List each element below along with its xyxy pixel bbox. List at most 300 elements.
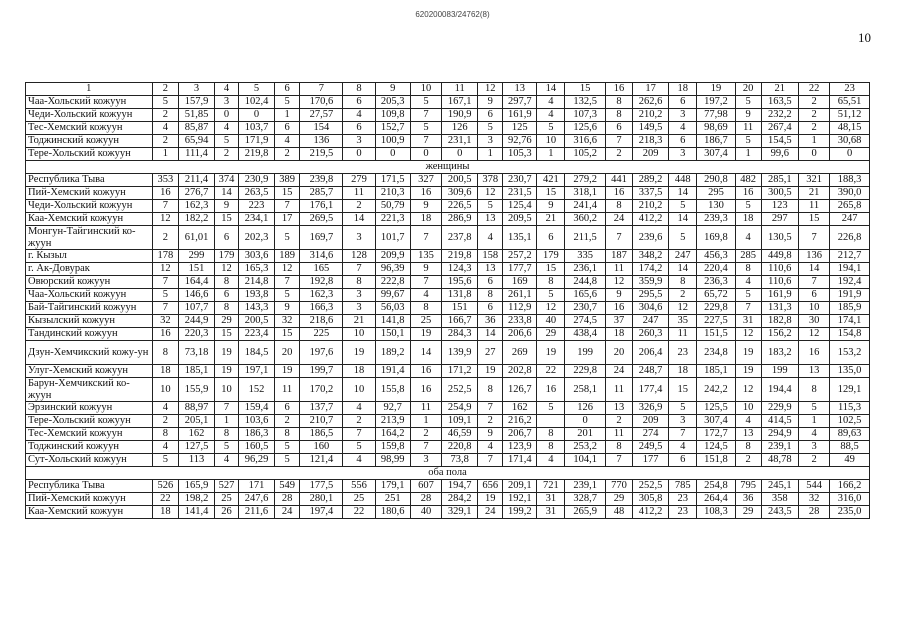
value-cell: 192,8 — [300, 276, 343, 289]
value-cell: 358 — [761, 493, 799, 506]
value-cell: 194,1 — [830, 263, 870, 276]
value-cell: 96,29 — [239, 454, 274, 467]
value-cell: 192,4 — [830, 276, 870, 289]
value-cell: 6 — [274, 402, 300, 415]
value-cell: 10 — [799, 302, 830, 315]
value-cell: 126 — [442, 122, 478, 135]
value-cell: 235,0 — [830, 506, 870, 519]
value-cell: 12 — [537, 302, 565, 315]
value-cell: 7 — [799, 226, 830, 250]
value-cell: 216,2 — [503, 415, 537, 428]
value-cell: 247,6 — [239, 493, 274, 506]
value-cell: 2 — [274, 415, 300, 428]
value-cell: 89,63 — [830, 428, 870, 441]
value-cell: 130 — [697, 200, 736, 213]
value-cell: 214,8 — [239, 276, 274, 289]
value-cell: 98,99 — [375, 454, 410, 467]
value-cell: 236,3 — [697, 276, 736, 289]
value-cell: 24 — [606, 213, 633, 226]
value-cell: 32 — [152, 315, 179, 328]
value-cell: 101,7 — [375, 226, 410, 250]
value-cell: 126 — [565, 402, 606, 415]
region-name-cell: Чеди-Хольский кожуун — [26, 200, 153, 213]
value-cell: 21 — [537, 213, 565, 226]
region-name-cell: Тере-Хольский кожуун — [26, 148, 153, 161]
value-cell: 230,7 — [503, 174, 537, 187]
value-cell: 5 — [799, 402, 830, 415]
value-cell: 12 — [799, 328, 830, 341]
value-cell: 18 — [669, 365, 697, 378]
value-cell: 8 — [606, 96, 633, 109]
value-cell: 300,5 — [761, 187, 799, 200]
value-cell: 15 — [669, 378, 697, 402]
value-cell: 107,3 — [565, 109, 606, 122]
value-cell: 16 — [152, 328, 179, 341]
value-cell: 5 — [274, 226, 300, 250]
value-cell: 102,4 — [239, 96, 274, 109]
value-cell: 8 — [478, 378, 503, 402]
value-cell: 337,5 — [632, 187, 668, 200]
value-cell: 11 — [669, 328, 697, 341]
value-cell: 295 — [697, 187, 736, 200]
value-cell: 105,3 — [503, 148, 537, 161]
value-cell: 210,7 — [300, 415, 343, 428]
value-cell: 5 — [735, 96, 761, 109]
value-cell: 8 — [274, 428, 300, 441]
value-cell: 6 — [274, 122, 300, 135]
value-cell: 24 — [478, 506, 503, 519]
value-cell: 4 — [478, 441, 503, 454]
value-cell: 218,3 — [632, 135, 668, 148]
value-cell: 149,5 — [632, 122, 668, 135]
value-cell: 247 — [830, 213, 870, 226]
value-cell: 3 — [669, 148, 697, 161]
value-cell: 233,8 — [503, 315, 537, 328]
value-cell: 129,1 — [830, 378, 870, 402]
value-cell: 7 — [799, 276, 830, 289]
value-cell: 85,87 — [179, 122, 214, 135]
value-cell: 6 — [537, 226, 565, 250]
value-cell: 225 — [300, 328, 343, 341]
value-cell: 197,2 — [697, 96, 736, 109]
value-cell: 156,2 — [761, 328, 799, 341]
value-cell: 165 — [300, 263, 343, 276]
region-name-cell: Пий-Хемский кожуун — [26, 493, 153, 506]
table-row — [26, 96, 870, 109]
value-cell: 6 — [669, 96, 697, 109]
value-cell: 171 — [239, 480, 274, 493]
value-cell: 11 — [606, 378, 633, 402]
value-cell: 8 — [606, 109, 633, 122]
value-cell: 178 — [152, 250, 179, 263]
value-cell: 299 — [179, 250, 214, 263]
region-name-cell: Тандинский кожуун — [26, 328, 153, 341]
value-cell: 5 — [274, 289, 300, 302]
page-number: 10 — [858, 30, 871, 45]
value-cell: 1 — [537, 148, 565, 161]
value-cell: 4 — [343, 109, 375, 122]
value-cell: 12 — [735, 328, 761, 341]
value-cell: 7 — [152, 302, 179, 315]
value-cell: 3 — [478, 135, 503, 148]
value-cell: 1 — [274, 109, 300, 122]
value-cell: 285,1 — [761, 174, 799, 187]
value-cell: 328,7 — [565, 493, 606, 506]
value-cell: 154,5 — [761, 135, 799, 148]
value-cell: 414,5 — [761, 415, 799, 428]
value-cell: 31 — [537, 493, 565, 506]
value-cell: 109,1 — [442, 415, 478, 428]
value-cell: 15 — [274, 328, 300, 341]
value-cell: 166,3 — [300, 302, 343, 315]
value-cell: 11 — [735, 122, 761, 135]
value-cell: 359,9 — [632, 276, 668, 289]
value-cell: 37 — [606, 315, 633, 328]
value-cell: 7 — [669, 428, 697, 441]
value-cell: 179 — [537, 250, 565, 263]
value-cell: 166,2 — [830, 480, 870, 493]
value-cell: 279 — [343, 174, 375, 187]
column-header: 19 — [697, 83, 736, 96]
value-cell: 254,8 — [697, 480, 736, 493]
value-cell: 2 — [343, 415, 375, 428]
value-cell: 229,8 — [565, 365, 606, 378]
value-cell: 12 — [735, 378, 761, 402]
value-cell: 242,2 — [697, 378, 736, 402]
table-row — [26, 109, 870, 122]
value-cell: 251 — [375, 493, 410, 506]
value-cell: 174,1 — [830, 315, 870, 328]
section-label: женщины — [26, 161, 870, 174]
value-cell: 15 — [214, 213, 239, 226]
value-cell: 8 — [799, 378, 830, 402]
value-cell: 154,8 — [830, 328, 870, 341]
region-name-cell: Барун-Хемчикский ко-жуун — [26, 378, 153, 402]
value-cell: 191,9 — [830, 289, 870, 302]
value-cell: 4 — [669, 441, 697, 454]
region-name-cell: Кызылский кожуун — [26, 315, 153, 328]
value-cell: 265,9 — [565, 506, 606, 519]
value-cell: 111,4 — [179, 148, 214, 161]
value-cell: 239,8 — [300, 174, 343, 187]
value-cell: 3 — [214, 96, 239, 109]
value-cell: 31 — [537, 506, 565, 519]
value-cell: 279,2 — [565, 174, 606, 187]
region-name-cell: Тес-Хемский кожуун — [26, 122, 153, 135]
value-cell: 19 — [478, 493, 503, 506]
value-cell: 3 — [343, 289, 375, 302]
value-cell: 8 — [537, 441, 565, 454]
value-cell: 0 — [214, 109, 239, 122]
value-cell: 4 — [214, 454, 239, 467]
value-cell: 200,5 — [239, 315, 274, 328]
value-cell: 8 — [214, 428, 239, 441]
value-cell: 127,5 — [179, 441, 214, 454]
value-cell: 8 — [343, 276, 375, 289]
value-cell: 22 — [152, 493, 179, 506]
table-row — [26, 428, 870, 441]
value-cell: 125,6 — [565, 122, 606, 135]
value-cell: 187 — [606, 250, 633, 263]
column-header: 5 — [239, 83, 274, 96]
value-cell: 110,6 — [761, 276, 799, 289]
value-cell: 3 — [410, 454, 441, 467]
value-cell: 656 — [478, 480, 503, 493]
value-cell: 177 — [632, 454, 668, 467]
value-cell: 18 — [735, 213, 761, 226]
value-cell: 10 — [343, 378, 375, 402]
value-cell: 527 — [214, 480, 239, 493]
value-cell: 226,5 — [442, 200, 478, 213]
value-cell: 3 — [343, 135, 375, 148]
value-cell: 49 — [830, 454, 870, 467]
value-cell: 441 — [606, 174, 633, 187]
value-cell: 11 — [799, 200, 830, 213]
value-cell: 5 — [274, 441, 300, 454]
value-cell: 141,4 — [179, 506, 214, 519]
value-cell: 165,3 — [239, 263, 274, 276]
value-cell: 456,3 — [697, 250, 736, 263]
value-cell: 107,7 — [179, 302, 214, 315]
value-cell: 123,9 — [503, 441, 537, 454]
table-row — [26, 200, 870, 213]
value-cell: 390,0 — [830, 187, 870, 200]
value-cell: 5 — [537, 122, 565, 135]
value-cell: 206,6 — [503, 328, 537, 341]
value-cell: 5 — [152, 289, 179, 302]
value-cell: 14 — [343, 213, 375, 226]
value-cell: 9 — [478, 96, 503, 109]
value-cell: 131,3 — [761, 302, 799, 315]
value-cell: 23 — [669, 506, 697, 519]
value-cell: 374 — [214, 174, 239, 187]
value-cell: 6 — [606, 122, 633, 135]
value-cell: 124,3 — [442, 263, 478, 276]
value-cell: 8 — [214, 276, 239, 289]
value-cell: 92,7 — [375, 402, 410, 415]
value-cell: 220,3 — [179, 328, 214, 341]
value-cell: 227,5 — [697, 315, 736, 328]
value-cell: 141,8 — [375, 315, 410, 328]
table-row — [26, 454, 870, 467]
value-cell: 26 — [214, 506, 239, 519]
value-cell: 4 — [343, 402, 375, 415]
value-cell: 188,3 — [830, 174, 870, 187]
value-cell: 172,7 — [697, 428, 736, 441]
value-cell: 162,3 — [179, 200, 214, 213]
value-cell: 16 — [410, 187, 441, 200]
value-cell: 23 — [669, 341, 697, 365]
section-header-row — [26, 467, 870, 480]
value-cell: 16 — [606, 187, 633, 200]
value-cell: 7 — [214, 402, 239, 415]
table-row — [26, 415, 870, 428]
value-cell: 353 — [152, 174, 179, 187]
value-cell: 206,7 — [503, 428, 537, 441]
value-cell: 177,5 — [300, 480, 343, 493]
value-cell: 6 — [478, 302, 503, 315]
value-cell: 257,2 — [503, 250, 537, 263]
value-cell: 30,68 — [830, 135, 870, 148]
value-cell: 220,4 — [697, 263, 736, 276]
value-cell: 8 — [606, 441, 633, 454]
value-cell: 770 — [606, 480, 633, 493]
section-header-row — [26, 161, 870, 174]
value-cell: 5 — [735, 200, 761, 213]
region-name-cell: Чеди-Хольский кожуун — [26, 109, 153, 122]
value-cell: 244,8 — [565, 276, 606, 289]
value-cell: 309,6 — [442, 187, 478, 200]
value-cell: 11 — [343, 187, 375, 200]
value-cell: 169 — [503, 276, 537, 289]
value-cell: 51,85 — [179, 109, 214, 122]
value-cell: 77,98 — [697, 109, 736, 122]
value-cell: 3 — [799, 441, 830, 454]
value-cell: 24 — [606, 365, 633, 378]
value-cell: 7 — [606, 454, 633, 467]
value-cell: 132,5 — [565, 96, 606, 109]
value-cell: 304,6 — [632, 302, 668, 315]
column-header: 16 — [606, 83, 633, 96]
value-cell: 6 — [478, 109, 503, 122]
value-cell: 7 — [274, 276, 300, 289]
value-cell: 218,6 — [300, 315, 343, 328]
value-cell: 6 — [343, 96, 375, 109]
table-row — [26, 328, 870, 341]
region-name-cell: г. Ак-Довурак — [26, 263, 153, 276]
table-row — [26, 315, 870, 328]
value-cell: 421 — [537, 174, 565, 187]
value-cell: 265,8 — [830, 200, 870, 213]
value-cell: 20 — [274, 341, 300, 365]
value-cell: 7 — [343, 428, 375, 441]
value-cell: 185,1 — [179, 365, 214, 378]
value-cell: 209,1 — [503, 480, 537, 493]
value-cell: 7 — [410, 441, 441, 454]
value-cell: 5 — [478, 122, 503, 135]
value-cell: 5 — [274, 96, 300, 109]
column-header: 9 — [375, 83, 410, 96]
region-name-cell: Тоджинский кожуун — [26, 135, 153, 148]
value-cell: 0 — [239, 109, 274, 122]
table-row — [26, 289, 870, 302]
value-cell: 105,2 — [565, 148, 606, 161]
value-cell: 29 — [735, 506, 761, 519]
value-cell: 314,6 — [300, 250, 343, 263]
value-cell: 16 — [799, 341, 830, 365]
value-cell: 3 — [343, 302, 375, 315]
value-cell: 50,79 — [375, 200, 410, 213]
value-cell: 1 — [152, 148, 179, 161]
value-cell: 152 — [239, 378, 274, 402]
value-cell: 174,2 — [632, 263, 668, 276]
table-row — [26, 480, 870, 493]
value-cell: 19 — [343, 341, 375, 365]
value-cell: 0 — [442, 148, 478, 161]
value-cell: 305,8 — [632, 493, 668, 506]
value-cell: 2 — [214, 148, 239, 161]
value-cell: 13 — [606, 402, 633, 415]
value-cell: 316,0 — [830, 493, 870, 506]
region-name-cell: Эрзинский кожуун — [26, 402, 153, 415]
value-cell: 155,9 — [179, 378, 214, 402]
value-cell: 219,8 — [239, 148, 274, 161]
value-cell: 100,9 — [375, 135, 410, 148]
value-cell: 219,5 — [300, 148, 343, 161]
value-cell: 239,6 — [632, 226, 668, 250]
value-cell: 2 — [152, 415, 179, 428]
value-cell: 5 — [343, 441, 375, 454]
value-cell: 155,8 — [375, 378, 410, 402]
value-cell: 125 — [503, 122, 537, 135]
value-cell: 46,59 — [442, 428, 478, 441]
region-name-cell: Республика Тыва — [26, 174, 153, 187]
value-cell: 2 — [152, 109, 179, 122]
value-cell: 280,1 — [300, 493, 343, 506]
value-cell: 197,4 — [300, 506, 343, 519]
table-row — [26, 213, 870, 226]
value-cell: 51,12 — [830, 109, 870, 122]
region-name-cell: Республика Тыва — [26, 480, 153, 493]
section-label: оба пола — [26, 467, 870, 480]
value-cell: 104,1 — [565, 454, 606, 467]
value-cell: 14 — [214, 187, 239, 200]
value-cell: 135,0 — [830, 365, 870, 378]
value-cell: 10 — [343, 328, 375, 341]
value-cell: 171,4 — [503, 454, 537, 467]
value-cell: 186,5 — [300, 428, 343, 441]
value-cell: 182,8 — [761, 315, 799, 328]
value-cell: 210,3 — [375, 187, 410, 200]
value-cell: 96,39 — [375, 263, 410, 276]
value-cell: 19 — [214, 365, 239, 378]
value-cell: 110,6 — [761, 263, 799, 276]
value-cell: 125,4 — [503, 200, 537, 213]
value-cell: 229,9 — [761, 402, 799, 415]
value-cell: 121,4 — [300, 454, 343, 467]
value-cell: 4 — [343, 454, 375, 467]
value-cell: 0 — [565, 415, 606, 428]
value-cell: 5 — [410, 96, 441, 109]
value-cell: 192,1 — [503, 493, 537, 506]
value-cell: 6 — [799, 289, 830, 302]
value-cell: 158 — [478, 250, 503, 263]
value-cell: 12 — [669, 302, 697, 315]
value-cell: 247 — [632, 315, 668, 328]
value-cell: 194,4 — [761, 378, 799, 402]
value-cell: 229,8 — [697, 302, 736, 315]
table-row — [26, 365, 870, 378]
value-cell: 237,8 — [442, 226, 478, 250]
value-cell: 161,9 — [761, 289, 799, 302]
value-cell: 150,1 — [375, 328, 410, 341]
value-cell: 201 — [565, 428, 606, 441]
value-cell: 14 — [669, 213, 697, 226]
value-cell: 15 — [537, 263, 565, 276]
value-cell: 162 — [503, 402, 537, 415]
value-cell: 7 — [410, 276, 441, 289]
table-row — [26, 174, 870, 187]
value-cell: 0 — [343, 148, 375, 161]
value-cell: 8 — [214, 302, 239, 315]
table-row — [26, 263, 870, 276]
value-cell: 165,9 — [179, 480, 214, 493]
value-cell: 3 — [343, 226, 375, 250]
value-cell: 2 — [799, 96, 830, 109]
column-header: 13 — [503, 83, 537, 96]
value-cell: 213,9 — [375, 415, 410, 428]
value-cell: 152,7 — [375, 122, 410, 135]
